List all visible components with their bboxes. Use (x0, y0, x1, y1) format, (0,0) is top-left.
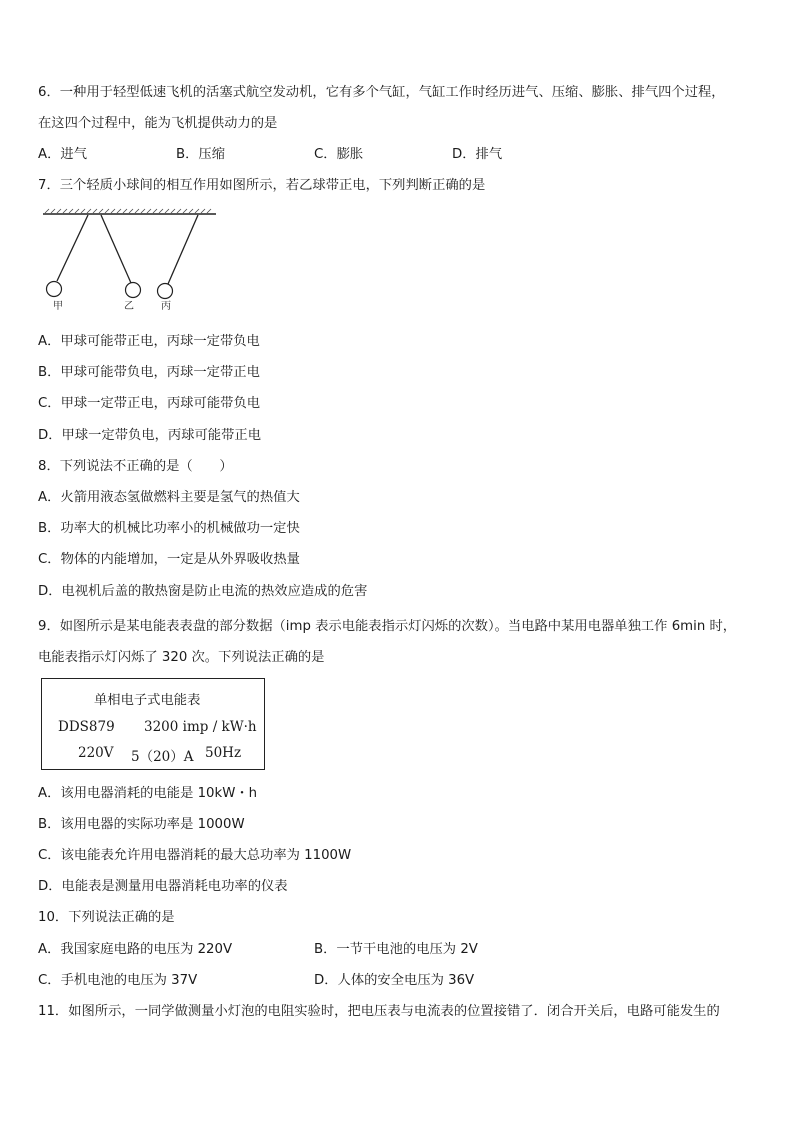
q6-stem-line2: 在这四个过程中，能为飞机提供动力的是 (38, 116, 278, 131)
q6-option-b: B．压缩 (176, 147, 226, 162)
string-yi (101, 215, 131, 283)
q7-option-d: D．甲球一定带负电，丙球可能带正电 (38, 428, 261, 443)
q9-stem-line1: 9．如图所示是某电能表表盘的部分数据（imp 表示电能表指示灯闪烁的次数）。当电路中某用电器单独工作 6min 时， (38, 619, 737, 634)
ceiling-bar (43, 209, 216, 214)
q6-stem-line1: 6．一种用于轻型低速飞机的活塞式航空发动机，它有多个气缸，气缸工作时经历进气、压缩、膨胀、排气四个过程， (38, 85, 725, 100)
q6-option-a: A．进气 (38, 147, 87, 162)
q10-option-c: C．手机电池的电压为 37V (38, 973, 198, 988)
string-bing (168, 215, 198, 284)
q7-option-a: A．甲球可能带正电，丙球一定带负电 (38, 334, 260, 349)
q7-stem: 7．三个轻质小球间的相互作用如图所示，若乙球带正电，下列判断正确的是 (38, 178, 486, 193)
label-bing: 丙 (161, 301, 171, 312)
q8-option-c: C．物体的内能增加，一定是从外界吸收热量 (38, 552, 300, 567)
q9-stem-line2: 电能表指示灯闪烁了 320 次。下列说法正确的是 (38, 650, 325, 665)
q6-option-c: C．膨胀 (314, 147, 364, 162)
meter-current: 5（20）A (131, 749, 194, 765)
energy-meter-panel (41, 678, 265, 770)
q7-option-b: B．甲球可能带负电，丙球一定带正电 (38, 365, 260, 380)
label-yi: 乙 (124, 301, 134, 312)
q8-option-d: D．电视机后盖的散热窗是防止电流的热效应造成的危害 (38, 584, 368, 599)
q7-pendulum-figure (40, 208, 230, 313)
meter-constant: 3200 imp / kW·h (144, 719, 257, 735)
q10-option-d: D．人体的安全电压为 36V (314, 973, 475, 988)
meter-model: DDS879 (58, 719, 115, 735)
q6-option-d: D．排气 (452, 147, 503, 162)
q9-option-d: D．电能表是测量用电器消耗电功率的仪表 (38, 879, 288, 894)
q8-stem: 8．下列说法不正确的是（ ） (38, 459, 233, 474)
q10-option-b: B．一节干电池的电压为 2V (314, 942, 478, 957)
q8-option-b: B．功率大的机械比功率小的机械做功一定快 (38, 521, 300, 536)
q11-stem-line1: 11．如图所示，一同学做测量小灯泡的电阻实验时，把电压表与电流表的位置接错了．闭合开关后，电路可能发生的 (38, 1004, 720, 1019)
string-jia (57, 215, 88, 281)
q9-option-a: A．该用电器消耗的电能是 10kW・h (38, 786, 258, 801)
q10-option-a: A．我国家庭电路的电压为 220V (38, 942, 233, 957)
q10-stem: 10．下列说法正确的是 (38, 910, 175, 925)
q8-option-a: A．火箭用液态氢做燃料主要是氢气的热值大 (38, 490, 300, 505)
q9-option-c: C．该电能表允许用电器消耗的最大总功率为 1100W (38, 848, 352, 863)
ball-bing (158, 284, 173, 299)
meter-frequency: 50Hz (205, 745, 242, 761)
q7-option-c: C．甲球一定带正电，丙球可能带负电 (38, 396, 261, 411)
ball-jia (47, 282, 62, 297)
meter-title: 单相电子式电能表 (94, 693, 201, 708)
q9-option-b: B．该用电器的实际功率是 1000W (38, 817, 245, 832)
ball-yi (126, 283, 141, 298)
label-jia: 甲 (53, 301, 63, 312)
meter-voltage: 220V (78, 745, 114, 761)
